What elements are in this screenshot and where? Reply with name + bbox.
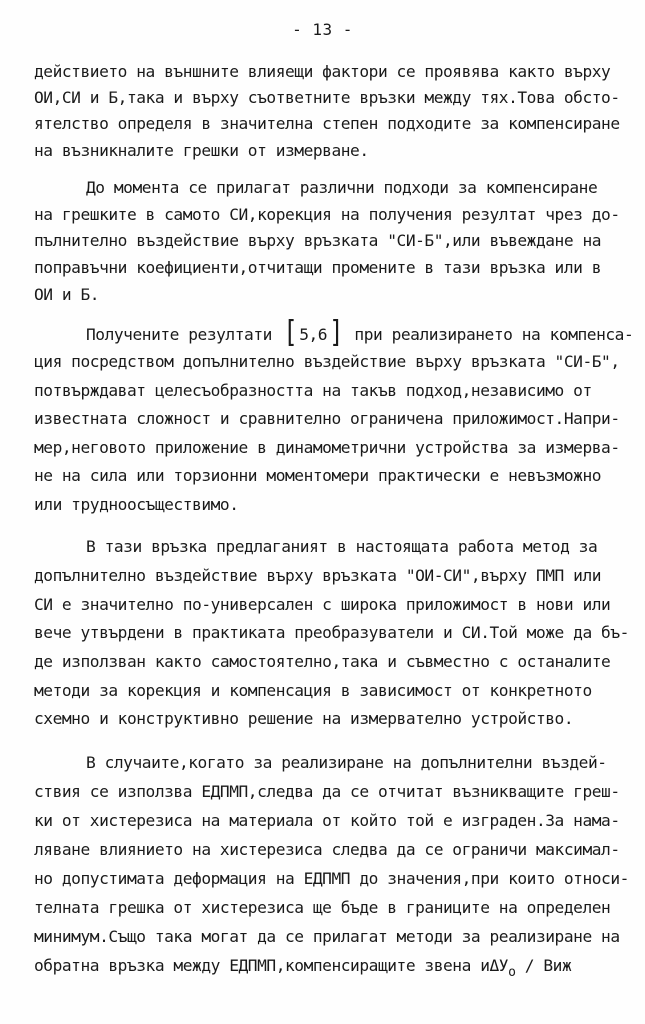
bracket-close: ] [329,314,344,350]
text-line: мер,неговото приложение в динамометрични устройства за измерва- [34,438,620,457]
text-line: ляване влиянието на хистерезиса следва да се ограничи максимал- [34,840,620,859]
text-line: поправъчни коефициенти,отчитащи промените в тази връзка или в [34,258,602,277]
text-line: методи за корекция и компенсация в зависимост от конкретното [34,681,592,700]
text-line: телната грешка от хистерезиса ще бъде в границите на определен [34,898,611,917]
text-line: ятелство определя в значителна степен подходите за компенсиране [34,114,620,133]
reference-numbers: 5,6 [299,325,328,344]
page-number: - 13 - [292,20,353,39]
text-line: действието на външните влияещи фактори се проявява както върху [34,62,611,81]
text-line: ки от хистерезиса на материала от който той е изграден.За нама- [34,811,620,830]
text-fragment: при реализирането на компенса- [345,325,634,344]
text-line: на възникналите грешки от измерване. [34,141,369,160]
text-line: СИ е значително по-универсален с широка приложимост в нови или [34,595,611,614]
text-line: схемно и конструктивно решение на измервателно устройство. [34,709,574,728]
text-line: вече утвърдени в практиката преобразуватели и СИ.Той може да бъ- [34,623,629,642]
text-fragment: обратна връзка между ЕДПМП,компенсиращите звена и [34,956,490,975]
text-line-with-reference [86,314,634,350]
text-fragment: / Виж [515,956,572,975]
text-line: ОИ и Б. [34,285,100,304]
text-line: ствия се използва ЕДПМП,следва да се отчитат възникващите греш- [34,782,620,801]
text-line: не на сила или торзионни моментомери практически е невъзможно [34,466,602,485]
text-line: но допустимата деформация на ЕДПМП до значения,при които относи- [34,869,629,888]
text-line: допълнително въздействие върху връзката "ОИ-СИ",върху ПМП или [34,566,602,585]
text-fragment: Получените резултати [86,325,282,344]
text-line: В тази връзка предлаганият в настоящата работа метод за [86,537,598,556]
text-line: де използван както самостоятелно,така и съвместно с останалите [34,652,611,671]
text-line: В случаите,когато за реализиране на допълнителни въздей- [86,753,607,772]
delta-symbol: ΔУ [489,956,509,975]
text-line-with-formula [34,956,571,983]
subscript: o [508,965,516,980]
text-line: потвърждават целесъобразността на такъв подход,независимо от [34,381,592,400]
text-line: минимум.Също така могат да се прилагат методи за реализиране на [34,927,620,946]
text-line: ция посредством допълнително въздействие върху връзката "СИ-Б", [34,352,620,371]
text-line: пълнително въздействие върху връзката "СИ-Б",или въвеждане на [34,231,602,250]
bracket-open: [ [283,314,298,350]
text-line: или трудноосъществимо. [34,495,239,514]
text-line: До момента се прилагат различни подходи за компенсиране [86,178,598,197]
text-line: известната сложност и сравнително ограничена приложимост.Напри- [34,409,620,428]
text-line: на грешките в самото СИ,корекция на получения резултат чрез до- [34,205,620,224]
text-line: ОИ,СИ и Б,така и върху съответните връзки между тях.Това обсто- [34,88,620,107]
